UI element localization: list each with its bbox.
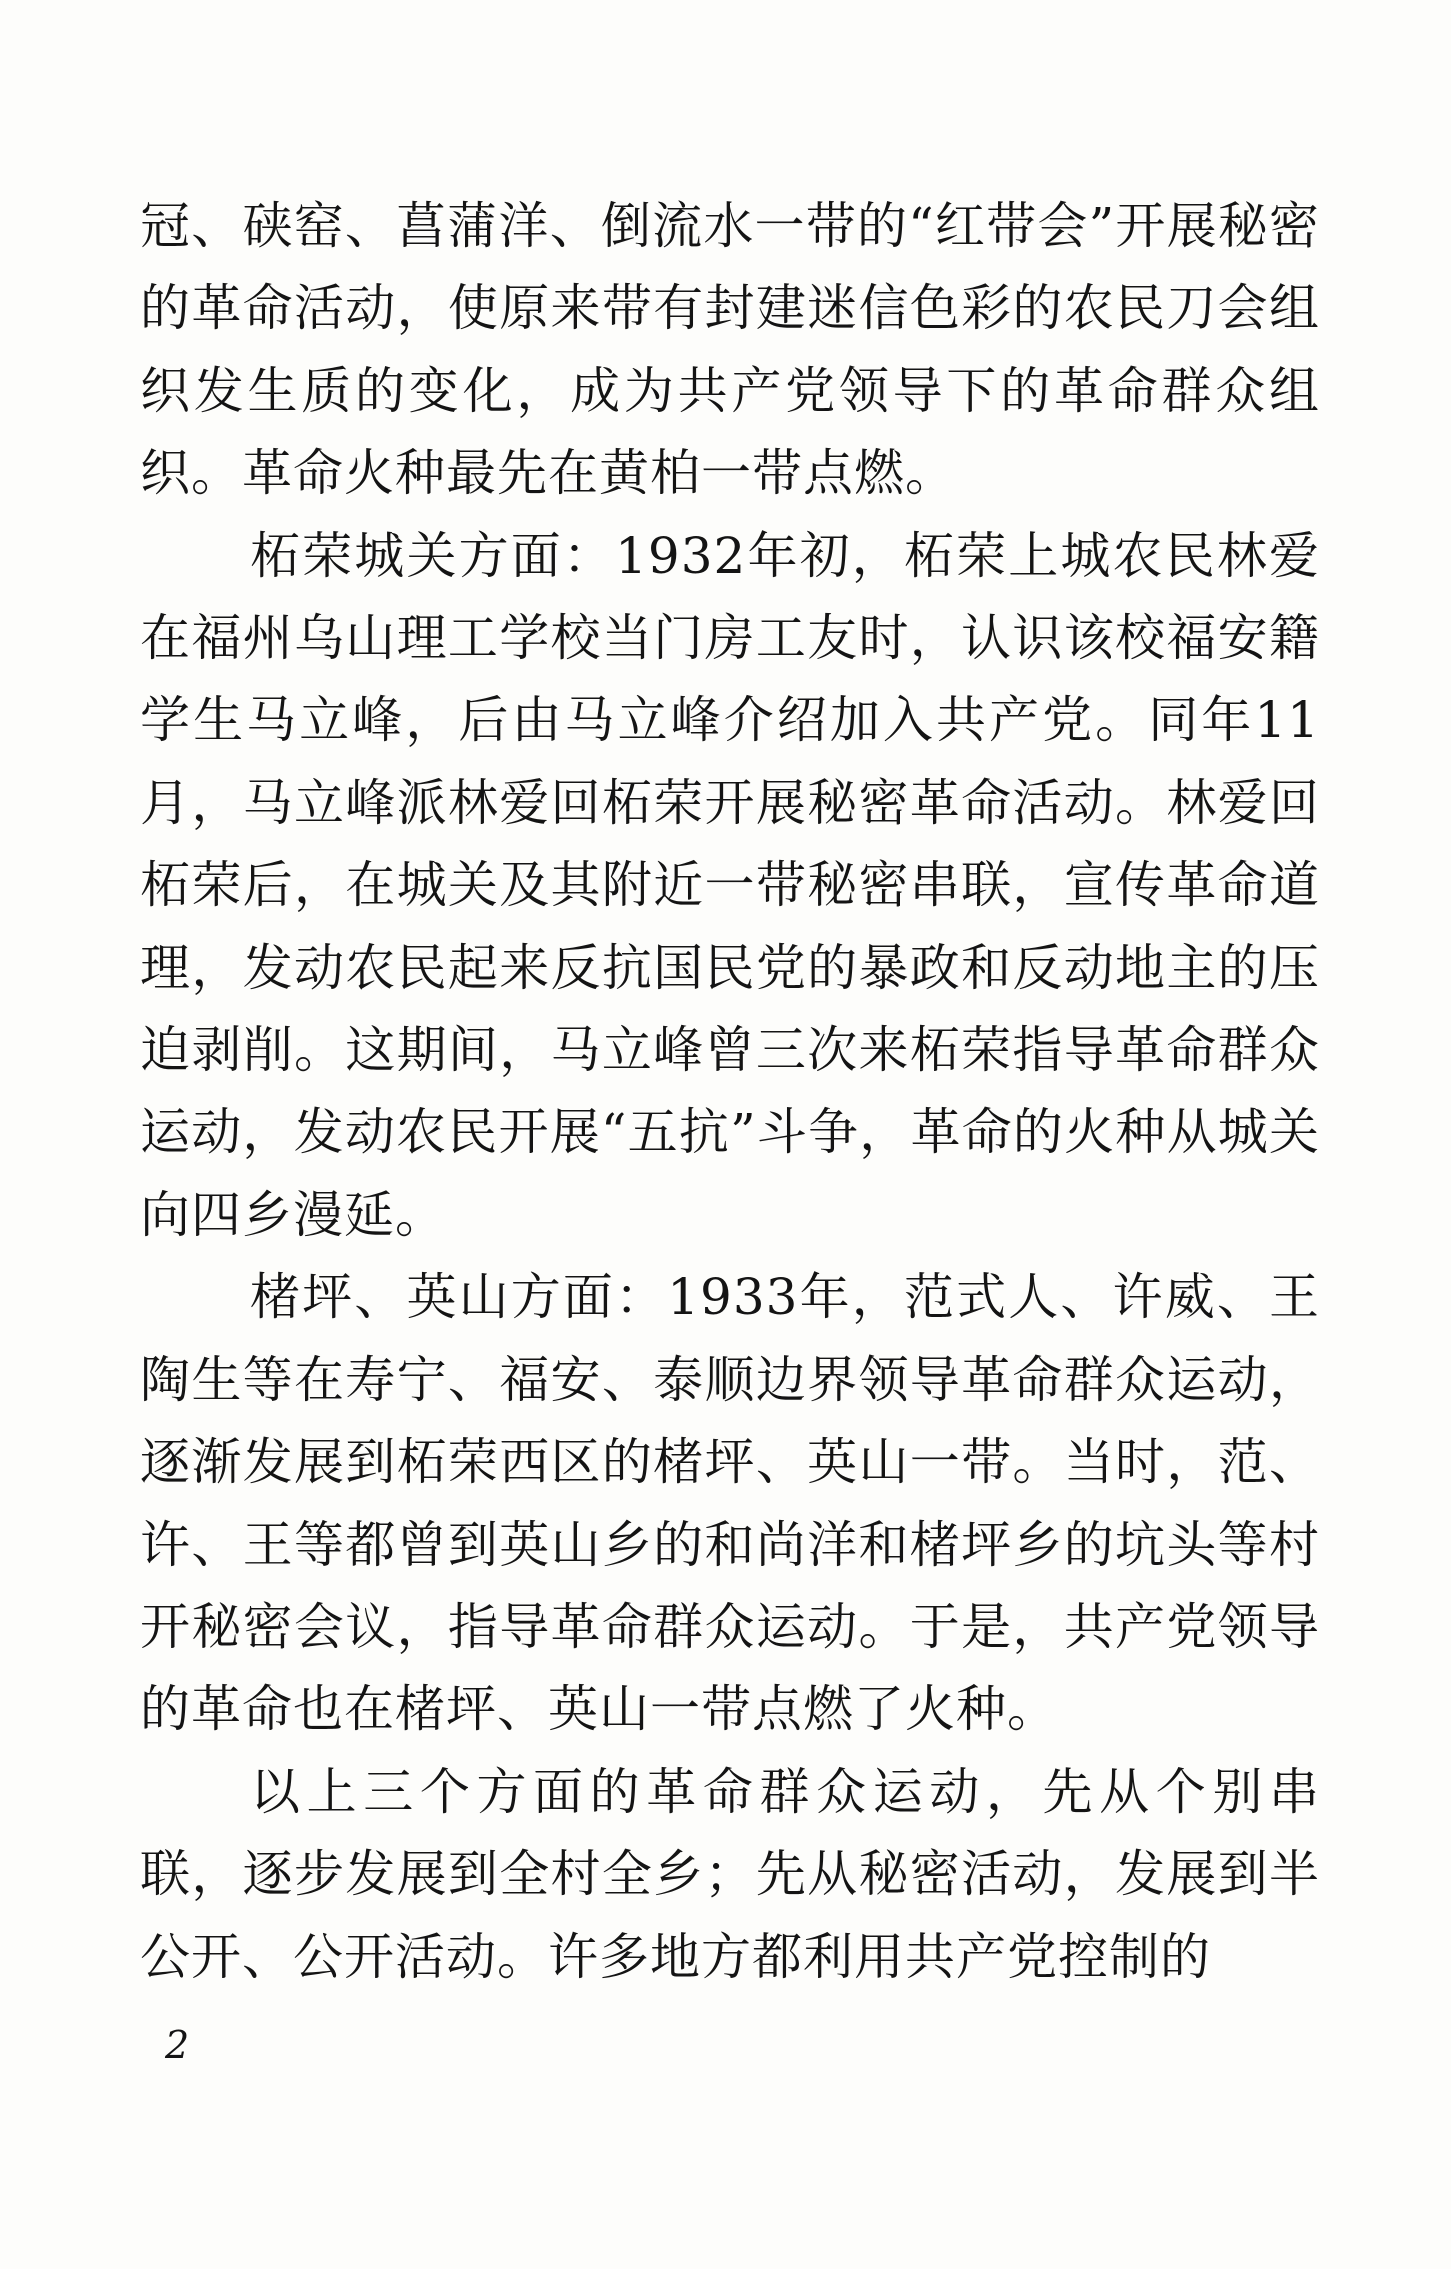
paragraph-chuping-yingshan: 楮坪、英山方面：1933年，范式人、许威、王陶生等在寿宁、福安、泰顺边界领导革命群众运动，逐渐发展到柘荣西区的楮坪、英山一带。当时，范、许、王等都曾到英山乡的和尚洋和楮坪乡的坑头等村开秘密会议，指导革命群众运动。于是，共产党领导的革命也在楮坪、英山一带点燃了火种。 xyxy=(140,1268,1320,1739)
paragraph-zherong-chengguan: 柘荣城关方面：1932年初，柘荣上城农民林爱在福州乌山理工学校当门房工友时，认识该校福安籍学生马立峰，后由马立峰介绍加入共产党。同年11月，马立峰派林爱回柘荣开展秘密革命活动。林爱回柘荣后，在城关及其附近一带秘密串联，宣传革命道理，发动农民起来反抗国民党的暴政和反动地主的压迫剥削。这期间，马立峰曾三次来柘荣指导革命群众运动，发动农民开展“五抗”斗争，革命的火种从城关向四乡漫延。 xyxy=(140,526,1320,1244)
paragraph-continued: 冠、硖窑、菖蒲洋、倒流水一带的“红带会”开展秘密的革命活动，使原来带有封建迷信色彩的农民刀会组织发生质的变化，成为共产党领导下的革命群众组织。革命火种最先在黄柏一带点燃。 xyxy=(140,197,1320,503)
body-text xyxy=(140,185,1320,1998)
page-number: 2 xyxy=(165,2023,190,2067)
paragraph-summary: 以上三个方面的革命群众运动，先从个别串联，逐步发展到全村全乡；先从秘密活动，发展到半公开、公开活动。许多地方都利用共产党控制的 xyxy=(140,1762,1320,1986)
